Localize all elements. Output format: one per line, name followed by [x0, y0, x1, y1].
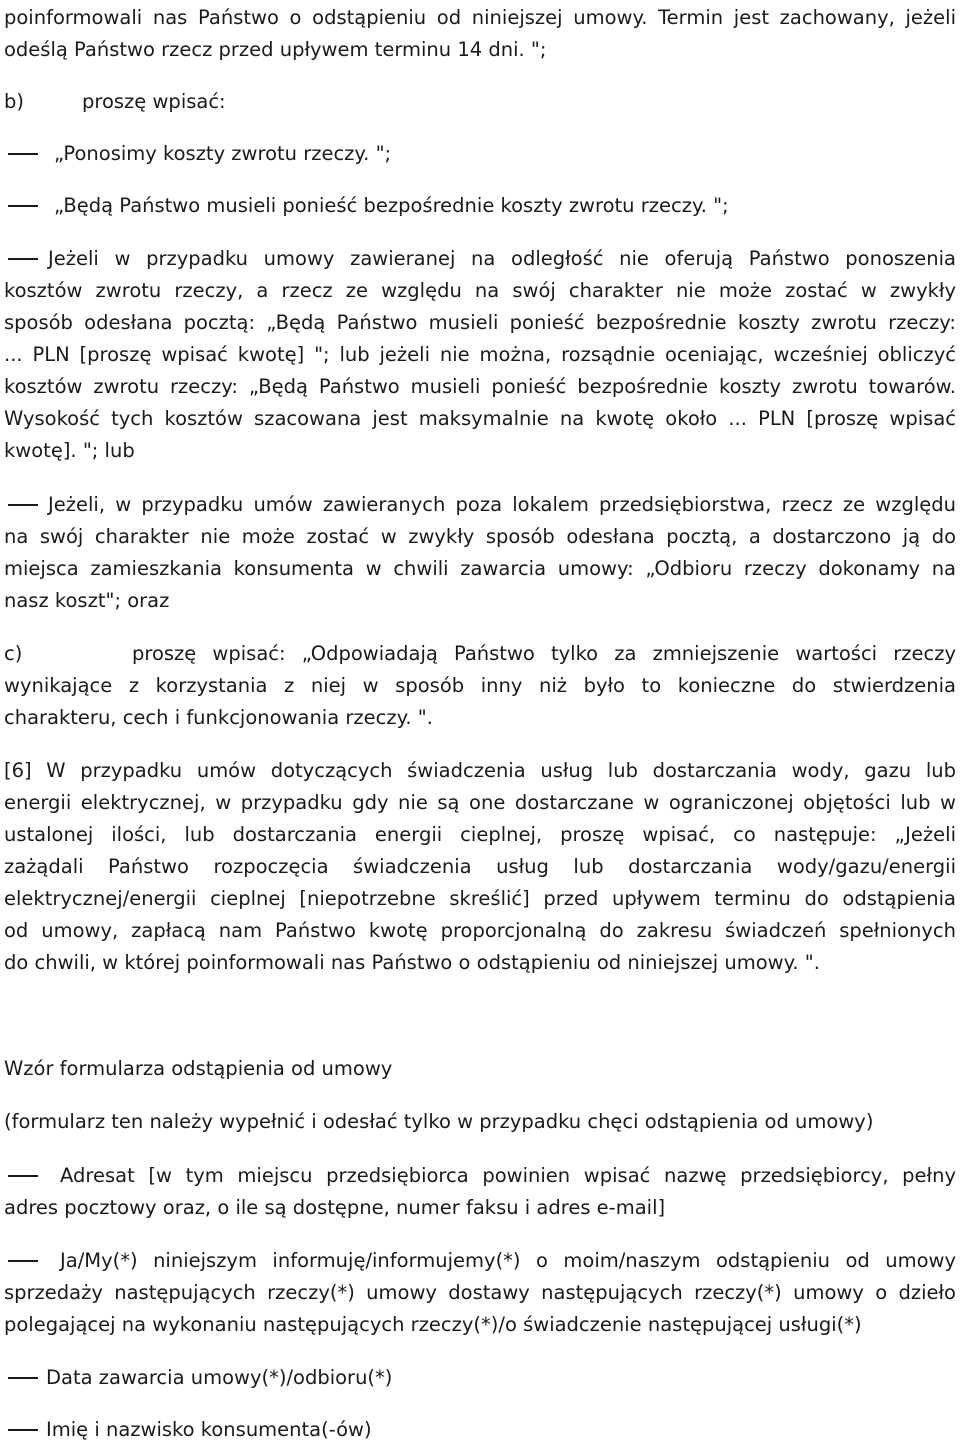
dash-text: Imię i nazwisko konsumenta(-ów) [46, 1418, 372, 1441]
dash-bullet [8, 1175, 38, 1177]
text-line: polegającej na wykonaniu następujących rzeczy(*)/o świadczenie następującej usługi(*) [4, 1313, 862, 1336]
dash-text: Jeżeli w przypadku umowy zawieranej na odległość nie oferują Państwo ponoszenia [48, 247, 956, 270]
list-item-b [4, 86, 956, 118]
dash-text: „Będą Państwo musieli ponieść bezpośrednie koszty zwrotu rzeczy. "; [54, 194, 729, 217]
dash-item [4, 1160, 956, 1192]
text-line: adres pocztowy oraz, o ile są dostępne, numer faksu i adres e-mail] [4, 1196, 666, 1219]
text-line: miejsca zamieszkania konsumenta w chwili zawarcia umowy: „Odbioru rzeczy dokonamy na [4, 557, 956, 580]
dash-bullet [8, 1429, 38, 1431]
text-line: ... PLN [proszę wpisać kwotę] "; lub jeżeli nie można, rozsądnie oceniając, wcześniej obliczyć [4, 343, 956, 366]
text-line: elektrycznej/energii cieplnej [niepotrzebne skreślić] przed upływem terminu do odstąpienia [4, 887, 956, 910]
list-label: c) [4, 642, 23, 665]
dash-item [4, 1245, 956, 1277]
dash-text: Jeżeli, w przypadku umów zawieranych poza lokalem przedsiębiorstwa, rzecz ze względu [48, 493, 956, 516]
list-item-c [4, 638, 956, 670]
dash-item [4, 243, 956, 275]
form-title: Wzór formularza odstąpienia od umowy [4, 1057, 393, 1080]
dash-bullet [8, 153, 38, 155]
dash-bullet [8, 258, 38, 260]
footnote-6-line: [6] W przypadku umów dotyczących świadczenia usług lub dostarczania wody, gazu lub [4, 759, 956, 782]
text-line: Wysokość tych kosztów szacowana jest maksymalnie na kwotę około ... PLN [proszę wpisać [4, 407, 956, 430]
dash-bullet [8, 1260, 38, 1262]
dash-text: Data zawarcia umowy(*)/odbioru(*) [46, 1366, 393, 1389]
text-line: kosztów zwrotu rzeczy: „Będą Państwo musieli ponieść bezpośrednie koszty zwrotu towarów. [4, 375, 956, 398]
text-line: do chwili, w której poinformowali nas Państwo o odstąpieniu od niniejszej umowy. ". [4, 951, 820, 974]
dash-bullet [8, 504, 38, 506]
text-line: kwotę]. "; lub [4, 439, 135, 462]
text-line: energii elektrycznej, w przypadku gdy nie są one dostarczane w ograniczonej objętości lub w [4, 791, 956, 814]
list-text: proszę wpisać: [82, 90, 226, 113]
dash-text: „Ponosimy koszty zwrotu rzeczy. "; [54, 142, 392, 165]
list-text: proszę wpisać: „Odpowiadają Państwo tylko za zmniejszenie wartości rzeczy [132, 642, 956, 665]
dash-item [4, 190, 956, 222]
list-label: b) [4, 90, 24, 113]
dash-item [4, 1362, 956, 1394]
text-line: od umowy, zapłacą nam Państwo kwotę proporcjonalną do zakresu świadczeń spełnionych [4, 919, 956, 942]
text-line: sposób odesłana pocztą: „Będą Państwo musieli ponieść bezpośrednie koszty zwrotu rzeczy: [4, 311, 956, 334]
form-note: (formularz ten należy wypełnić i odesłać tylko w przypadku chęci odstąpienia od umowy) [4, 1110, 874, 1133]
text-line: odeślą Państwo rzecz przed upływem terminu 14 dni. "; [4, 38, 547, 61]
text-line: na swój charakter nie może zostać w zwykły sposób odesłana pocztą, a dostarczono ją do [4, 525, 956, 548]
dash-text: Adresat [w tym miejscu przedsiębiorca powinien wpisać nazwę przedsiębiorcy, pełny [60, 1164, 956, 1187]
dash-item [4, 1414, 956, 1446]
dash-text: Ja/My(*) niniejszym informuję/informujemy(*) o moim/naszym odstąpieniu od umowy [60, 1249, 956, 1272]
text-line: kosztów zwrotu rzeczy, a rzecz ze względu na swój charakter nie może zostać w zwykły [4, 279, 956, 302]
dash-bullet [8, 205, 38, 207]
text-line: nasz koszt"; oraz [4, 589, 170, 612]
text-line: wynikające z korzystania z niej w sposób inny niż było to konieczne do stwierdzenia [4, 674, 956, 697]
dash-bullet [8, 1377, 38, 1379]
text-line: zażądali Państwo rozpoczęcia świadczenia usług lub dostarczania wody/gazu/energii [4, 855, 956, 878]
text-line: charakteru, cech i funkcjonowania rzeczy. ". [4, 706, 433, 729]
text-line: poinformowali nas Państwo o odstąpieniu od niniejszej umowy. Termin jest zachowany, jeżeli [4, 6, 956, 29]
dash-item [4, 138, 956, 170]
text-line: ustalonej ilości, lub dostarczania energii cieplnej, proszę wpisać, co następuje: „Jeżeli [4, 823, 956, 846]
text-line: sprzedaży następujących rzeczy(*) umowy dostawy następujących rzeczy(*) umowy o dzieło [4, 1281, 956, 1304]
dash-item [4, 489, 956, 521]
